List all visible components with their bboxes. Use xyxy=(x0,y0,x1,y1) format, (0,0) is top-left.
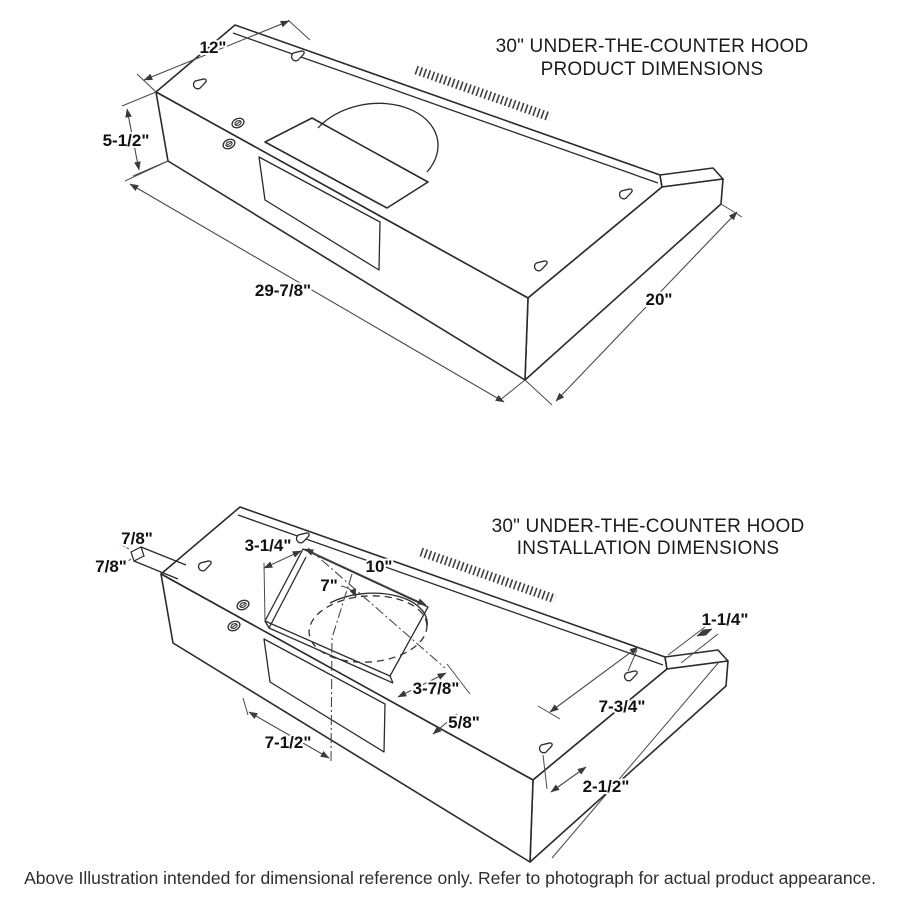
dim-label-flange-depth: 7/8" xyxy=(121,529,153,548)
dim-label-5-8in: 5/8" xyxy=(448,713,480,732)
dim-label-5-1-2in: 5-1/2" xyxy=(102,131,150,150)
dim-label-3-7-8in: 3-7/8" xyxy=(412,679,460,698)
footer-note: Above Illustration intended for dimensional reference only. Refer to photograph for actual product appearance. xyxy=(24,868,876,888)
product-diagram xyxy=(103,20,809,405)
dim-label-1-1-4in: 1-1/4" xyxy=(701,610,749,629)
dim-label-20in: 20" xyxy=(645,290,673,309)
dim-label-2-1-2in: 2-1/2" xyxy=(582,777,630,796)
installation-title-line1: 30" UNDER-THE-COUNTER HOOD xyxy=(491,516,805,537)
dim-label-7-1-2in: 7-1/2" xyxy=(264,733,312,752)
dim-label-flange-height: 7/8" xyxy=(95,557,127,576)
dim-label-7in: 7" xyxy=(320,576,338,595)
dim-label-3-1-4in: 3-1/4" xyxy=(244,536,292,555)
installation-title-line2: INSTALLATION DIMENSIONS xyxy=(516,538,780,559)
product-title-line2: PRODUCT DIMENSIONS xyxy=(540,59,764,80)
dim-label-7-3-4in: 7-3/4" xyxy=(598,697,646,716)
dim-label-29-7-8in: 29-7/8" xyxy=(254,281,312,300)
dim-label-12in: 12" xyxy=(199,38,227,57)
dim-label-10in: 10" xyxy=(365,557,393,576)
installation-diagram xyxy=(95,507,804,862)
product-title-line1: 30" UNDER-THE-COUNTER HOOD xyxy=(495,36,809,57)
